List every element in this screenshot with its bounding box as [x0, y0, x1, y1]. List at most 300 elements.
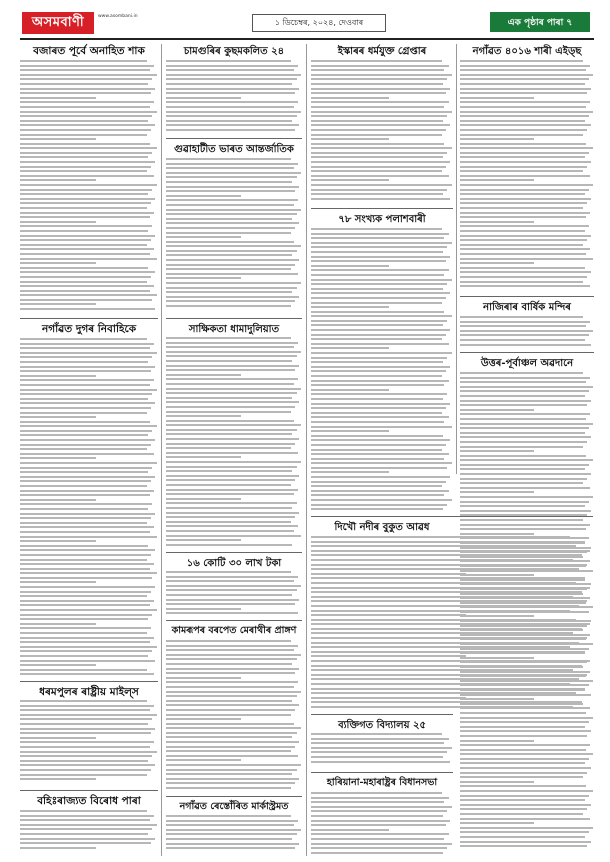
body-text-line	[166, 101, 298, 103]
body-text-line	[311, 256, 450, 258]
body-text-line	[311, 311, 444, 313]
body-text-line	[311, 843, 452, 845]
body-text-line	[20, 111, 157, 113]
body-text-line	[20, 379, 154, 381]
body-text-line	[460, 675, 586, 677]
body-text-line	[460, 156, 585, 158]
body-text-line	[460, 400, 591, 402]
body-text-line	[166, 824, 294, 826]
body-text-line	[166, 466, 297, 468]
body-text-line	[460, 744, 590, 746]
body-text-line	[460, 339, 585, 341]
body-text-line	[166, 415, 241, 417]
body-text-line	[460, 762, 585, 764]
body-text-line	[166, 97, 241, 99]
body-text-line	[20, 161, 155, 163]
body-text-line	[311, 797, 449, 799]
body-text-line	[166, 129, 295, 131]
body-text-line	[20, 212, 154, 214]
article-body	[166, 571, 302, 617]
body-text-line	[20, 120, 148, 122]
body-text-line	[460, 657, 534, 659]
body-text-line	[460, 721, 589, 723]
body-text-line	[460, 193, 585, 195]
body-text-line	[166, 264, 295, 266]
body-text-line	[460, 588, 587, 590]
body-text-line	[460, 703, 583, 705]
body-text-line	[166, 259, 299, 261]
body-text-line	[311, 815, 443, 817]
body-text-line	[20, 824, 157, 826]
body-text-line	[20, 299, 152, 301]
body-text-line	[20, 398, 148, 400]
body-text-line	[20, 732, 151, 734]
body-text-line	[20, 430, 152, 432]
body-text-line	[460, 258, 593, 260]
body-text-line	[166, 580, 294, 582]
body-text-line	[166, 199, 298, 201]
body-text-line	[460, 629, 583, 631]
body-text-line	[166, 512, 299, 514]
body-text-line	[20, 152, 152, 154]
body-text-line	[20, 572, 157, 574]
body-text-line	[311, 389, 389, 391]
body-text-line	[20, 198, 155, 200]
body-text-line	[166, 640, 291, 642]
article-headline: ৭৮ সংখ্যক পলাশবাৰী	[338, 214, 426, 225]
body-text-line	[460, 661, 587, 663]
body-text-line	[460, 69, 586, 71]
body-text-line	[20, 581, 96, 583]
column-divider	[456, 44, 457, 474]
body-text-line	[460, 501, 589, 503]
body-text-line	[166, 759, 241, 761]
body-text-line	[20, 591, 151, 593]
body-text-line	[460, 198, 591, 200]
article-body	[20, 810, 158, 851]
body-text-line	[20, 774, 147, 776]
body-text-line	[166, 401, 299, 403]
body-text-line	[311, 407, 446, 409]
body-text-line	[311, 824, 446, 826]
body-text-line	[166, 649, 294, 651]
body-text-line	[166, 291, 292, 293]
body-text-line	[20, 407, 151, 409]
body-text-line	[460, 316, 583, 318]
body-text-line	[20, 664, 96, 666]
body-text-line	[311, 152, 447, 154]
body-text-line	[20, 760, 148, 762]
body-text-line	[311, 838, 444, 840]
article-body	[166, 815, 302, 852]
body-text-line	[460, 524, 590, 526]
body-text-line	[460, 638, 586, 640]
body-text-line	[460, 478, 587, 480]
body-text-line	[166, 420, 294, 422]
body-text-line	[166, 736, 292, 738]
article-body	[460, 372, 594, 850]
article-headline: ইস্কাৰৰ ধৰ্মযুক্ত গ্ৰেপ্তাৰ	[337, 46, 427, 57]
body-text-line	[460, 321, 590, 323]
body-text-line	[166, 204, 294, 206]
body-text-line	[460, 441, 587, 443]
body-text-line	[20, 522, 147, 524]
body-text-line	[20, 285, 154, 287]
body-text-line	[20, 290, 150, 292]
body-text-line	[460, 671, 590, 673]
body-text-line	[311, 655, 466, 657]
body-text-line	[311, 260, 446, 262]
body-text-line	[20, 308, 155, 310]
body-text-line	[20, 700, 147, 702]
body-text-line	[460, 652, 585, 654]
body-text-line	[311, 189, 447, 191]
body-text-line	[460, 684, 589, 686]
body-text-line	[166, 585, 301, 587]
body-text-line	[460, 166, 587, 168]
body-text-line	[166, 254, 292, 256]
body-text-line	[460, 565, 586, 567]
body-text-line	[166, 424, 301, 426]
body-text-line	[460, 134, 583, 136]
body-text-line	[20, 819, 150, 821]
body-text-line	[460, 330, 593, 332]
body-text-line	[20, 235, 155, 237]
body-text-line	[460, 537, 589, 539]
body-text-line	[460, 395, 585, 397]
body-text-line	[460, 152, 589, 154]
body-text-line	[460, 487, 590, 489]
body-text-line	[166, 599, 299, 601]
body-text-line	[311, 251, 443, 253]
body-text-line	[166, 612, 298, 614]
body-text-line	[311, 115, 447, 117]
body-text-line	[166, 658, 297, 660]
body-text-line	[20, 281, 147, 283]
column-divider	[161, 44, 162, 856]
body-text-line	[20, 343, 154, 345]
body-text-line	[460, 271, 591, 273]
body-text-line	[460, 97, 534, 99]
body-text-line	[311, 490, 449, 492]
body-text-line	[460, 730, 591, 732]
body-text-line	[460, 648, 589, 650]
body-text-line	[20, 147, 157, 149]
body-text-line	[20, 294, 157, 296]
body-text-line	[460, 386, 593, 388]
article-body	[460, 316, 594, 348]
body-text-line	[20, 166, 151, 168]
body-text-line	[460, 551, 587, 553]
body-text-line	[166, 411, 291, 413]
body-text-line	[166, 360, 292, 362]
article-headline: চামগুৰিৰ কুছমকলিত ২৪	[183, 46, 285, 57]
body-text-line	[20, 338, 147, 340]
body-text-line	[20, 714, 157, 716]
body-text-line	[460, 235, 591, 237]
body-text-line	[166, 576, 298, 578]
body-text-line	[166, 374, 241, 376]
body-text-line	[460, 808, 587, 810]
article-body	[20, 338, 158, 678]
body-text-line	[20, 366, 155, 368]
body-text-line	[460, 175, 590, 177]
body-text-line	[20, 540, 96, 542]
body-text-line	[311, 476, 450, 478]
body-text-line	[166, 589, 297, 591]
body-text-line	[311, 444, 446, 446]
body-text-line	[166, 769, 297, 771]
body-text-line	[166, 392, 297, 394]
body-text-line	[20, 559, 147, 561]
body-text-line	[166, 443, 295, 445]
body-text-line	[20, 143, 150, 145]
body-text-line	[20, 106, 150, 108]
body-text-line	[460, 92, 587, 94]
body-text-line	[20, 202, 151, 204]
article-headline: বহিঃৰাজ্যত বিৰোধ পাৰা	[37, 795, 141, 807]
body-text-line	[20, 170, 147, 172]
body-text-line	[166, 479, 295, 481]
body-text-line	[166, 69, 294, 71]
body-text-line	[166, 378, 298, 380]
body-text-line	[20, 384, 150, 386]
body-text-line	[460, 464, 589, 466]
body-text-line	[20, 221, 96, 223]
body-text-line	[20, 267, 148, 269]
section-divider	[166, 138, 302, 139]
body-text-line	[20, 490, 154, 492]
body-text-line	[166, 847, 295, 849]
body-text-line	[311, 393, 447, 395]
body-text-line	[20, 746, 150, 748]
body-text-line	[460, 505, 585, 507]
body-text-line	[166, 120, 292, 122]
body-text-line	[460, 170, 583, 172]
body-text-line	[166, 516, 295, 518]
body-text-line	[20, 810, 147, 812]
body-text-line	[166, 741, 299, 743]
body-text-line	[311, 761, 450, 763]
body-text-line	[20, 751, 157, 753]
body-text-line	[460, 239, 587, 241]
body-text-line	[311, 829, 389, 831]
body-text-line	[311, 78, 447, 80]
body-text-line	[166, 92, 295, 94]
body-text-line	[20, 723, 148, 725]
header-divider	[20, 38, 594, 40]
body-text-line	[20, 632, 147, 634]
body-text-line	[166, 535, 301, 537]
body-text-line	[460, 381, 586, 383]
body-text-line	[311, 246, 447, 248]
body-text-line	[166, 718, 241, 720]
body-text-line	[460, 510, 591, 512]
body-text-line	[20, 627, 151, 629]
body-text-line	[460, 827, 593, 829]
article-headline: বজাৰত পূৰ্বে অনাহিত শাক	[33, 45, 145, 57]
article-body	[166, 640, 302, 792]
body-text-line	[460, 334, 589, 336]
article-body	[311, 228, 453, 513]
body-text-line	[166, 723, 294, 725]
article-headline: ব্যক্তিগত বিদ্যালয় ২৫	[338, 720, 426, 731]
body-text-line	[460, 841, 591, 843]
body-text-line	[166, 305, 291, 307]
body-text-line	[460, 129, 587, 131]
body-text-line	[166, 833, 297, 835]
body-text-line	[20, 402, 155, 404]
body-text-line	[460, 161, 591, 163]
body-text-line	[20, 216, 150, 218]
body-text-line	[20, 623, 96, 625]
body-text-line	[166, 544, 292, 546]
body-text-line	[20, 838, 155, 840]
body-text-line	[166, 172, 301, 174]
body-text-line	[311, 60, 442, 62]
body-text-line	[460, 202, 587, 204]
body-text-line	[460, 602, 586, 604]
body-text-line	[20, 179, 96, 181]
body-text-line	[460, 427, 589, 429]
body-text-line	[311, 97, 389, 99]
body-text-line	[166, 296, 299, 298]
date-line: ১ ডিচেম্বৰ, ২০২৪, দেওবাৰ	[252, 14, 386, 32]
body-text-line	[460, 83, 585, 85]
article-body	[166, 158, 302, 310]
body-text-line	[460, 285, 590, 287]
body-text-line	[166, 820, 298, 822]
body-text-line	[166, 663, 292, 665]
body-text-line	[311, 124, 450, 126]
body-text-line	[20, 549, 155, 551]
body-text-line	[311, 453, 449, 455]
body-text-line	[311, 120, 443, 122]
body-text-line	[311, 751, 447, 753]
body-text-line	[460, 409, 534, 411]
body-text-line	[20, 568, 150, 570]
body-text-line	[311, 439, 450, 441]
body-text-line	[20, 101, 154, 103]
body-text-line	[311, 449, 442, 451]
body-text-line	[460, 446, 583, 448]
body-text-line	[311, 74, 452, 76]
body-text-line	[460, 579, 585, 581]
body-text-line	[166, 250, 297, 252]
body-text-line	[460, 184, 593, 186]
body-text-line	[460, 432, 585, 434]
body-text-line	[460, 753, 593, 755]
body-text-line	[166, 351, 301, 353]
body-text-line	[20, 646, 157, 648]
body-text-line	[311, 738, 449, 740]
body-text-line	[20, 476, 155, 478]
body-text-line	[166, 74, 301, 76]
body-text-line	[460, 574, 534, 576]
body-text-line	[20, 347, 150, 349]
body-text-line	[20, 769, 151, 771]
body-text-line	[20, 833, 148, 835]
body-text-line	[460, 276, 587, 278]
body-text-line	[460, 253, 586, 255]
body-text-line	[311, 179, 389, 181]
body-text-line	[166, 787, 291, 789]
body-text-line	[460, 570, 593, 572]
article-headline: নাজিৰাৰ বাৰ্ষিক মন্দিৰ	[483, 302, 571, 313]
body-text-line	[311, 101, 449, 103]
body-text-line	[311, 361, 443, 363]
body-text-line	[311, 347, 389, 349]
body-text-line	[460, 325, 586, 327]
body-text-line	[166, 433, 292, 435]
section-divider	[311, 516, 593, 517]
body-text-line	[311, 462, 452, 464]
body-text-line	[20, 764, 155, 766]
body-text-line	[311, 111, 452, 113]
body-text-line	[166, 222, 299, 224]
body-text-line	[166, 111, 301, 113]
body-text-line	[20, 276, 151, 278]
body-text-line	[166, 484, 291, 486]
body-text-line	[460, 377, 590, 379]
body-text-line	[166, 176, 297, 178]
body-text-line	[311, 138, 389, 140]
body-text-line	[166, 539, 241, 541]
body-text-line	[20, 448, 147, 450]
body-text-line	[20, 536, 157, 538]
body-text-line	[460, 124, 591, 126]
body-text-line	[20, 421, 150, 423]
body-text-line	[20, 439, 155, 441]
body-text-line	[311, 697, 466, 699]
body-text-line	[20, 115, 152, 117]
body-text-line	[311, 380, 449, 382]
body-text-line	[20, 526, 154, 528]
body-text-line	[166, 470, 292, 472]
body-text-line	[166, 691, 301, 693]
body-text-line	[20, 129, 151, 131]
body-text-line	[460, 845, 587, 847]
body-text-line	[311, 198, 450, 200]
article-headline: হাৰিয়ানা-মহাৰাষ্ট্ৰৰ বিধানসভা	[326, 777, 438, 788]
body-text-line	[311, 471, 389, 473]
body-text-line	[166, 355, 297, 357]
body-text-line	[166, 843, 299, 845]
section-divider	[20, 681, 158, 682]
section-divider	[311, 208, 453, 209]
body-text-line	[20, 444, 151, 446]
body-text-line	[166, 456, 241, 458]
body-text-line	[311, 228, 442, 230]
article-headline: ১৬ কোটি ৩০ লাখ টকা	[186, 558, 282, 569]
body-text-line	[20, 434, 148, 436]
body-text-line	[166, 677, 241, 679]
body-text-line	[311, 302, 442, 304]
body-text-line	[166, 277, 241, 279]
body-text-line	[20, 471, 148, 473]
body-text-line	[166, 287, 297, 289]
body-text-line	[166, 124, 299, 126]
body-text-line	[20, 755, 152, 757]
body-text-line	[166, 815, 291, 817]
body-text-line	[20, 728, 155, 730]
body-text-line	[460, 88, 591, 90]
body-text-line	[20, 655, 148, 657]
body-text-line	[166, 65, 298, 67]
body-text-line	[20, 193, 148, 195]
body-text-line	[166, 525, 298, 527]
body-text-line	[311, 274, 444, 276]
